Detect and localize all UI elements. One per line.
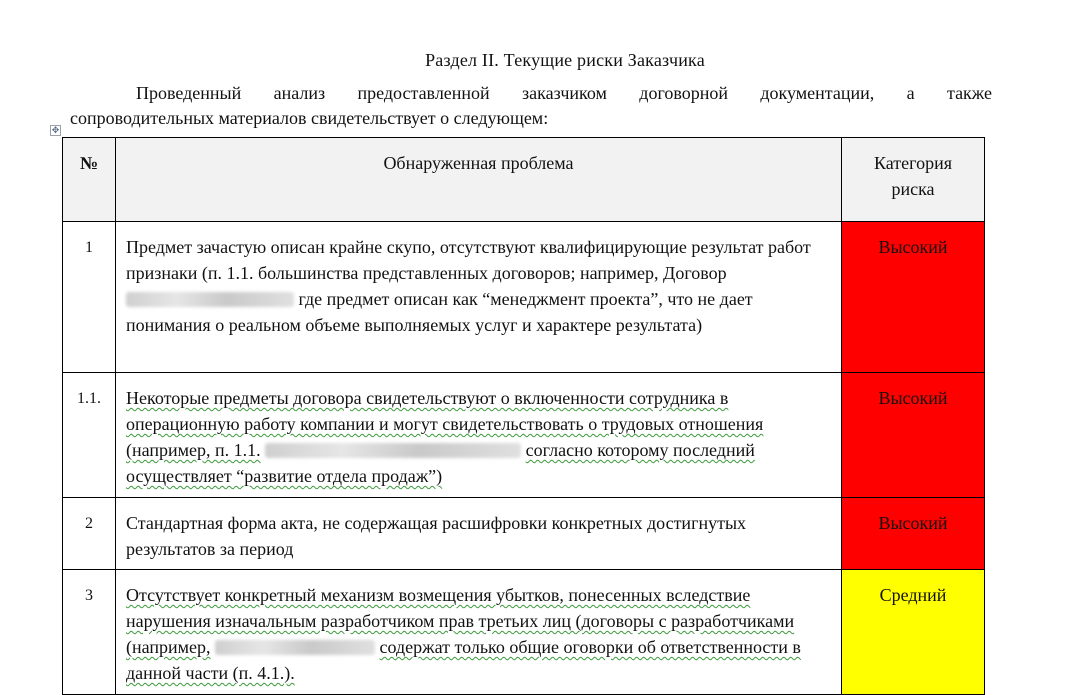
intro-line-1: Проведенный анализ предоставленной заказчиком договорной документации, а также bbox=[136, 83, 992, 103]
header-problem: Обнаруженная проблема bbox=[116, 138, 842, 222]
row-problem bbox=[116, 498, 842, 570]
risk-category-badge: Средний bbox=[842, 570, 985, 695]
table-row bbox=[63, 222, 985, 373]
row-problem-text: Некоторые предметы договора свидетельствуют о включенности сотрудника в операционную работу компании и могут свидетельствовать о трудовых отношения (например, п. 1.1. bbox=[126, 388, 764, 460]
row-number: 1 bbox=[63, 222, 116, 373]
row-number: 1.1. bbox=[63, 373, 116, 498]
row-problem-text-cont: где предмет описан как “менеджмент проекта”, что не дает понимания о реальном объеме выполняемых услуг и характере результата) bbox=[126, 289, 753, 335]
table-row bbox=[63, 373, 985, 498]
risks-table bbox=[62, 137, 985, 695]
risk-category-badge: Высокий bbox=[842, 222, 985, 373]
risk-category-badge: Высокий bbox=[842, 498, 985, 570]
header-number: № bbox=[63, 138, 116, 222]
row-problem-text: Предмет зачастую описан крайне скупо, отсутствуют квалифицирующие результат работ признаки (п. 1.1. большинства представленных договоров; например, Договор bbox=[126, 237, 811, 283]
table-row bbox=[63, 498, 985, 570]
header-category bbox=[842, 138, 985, 222]
row-problem bbox=[116, 373, 842, 498]
row-number: 2 bbox=[63, 498, 116, 570]
redacted-name bbox=[265, 443, 521, 458]
table-header-row bbox=[63, 138, 985, 222]
intro-line-2: сопроводительных материалов свидетельствует о следующем: bbox=[70, 108, 549, 128]
row-problem bbox=[116, 222, 842, 373]
row-problem-text: Стандартная форма акта, не содержащая расшифровки конкретных достигнутых результатов за период bbox=[126, 513, 747, 559]
header-category-line2: риска bbox=[891, 179, 935, 199]
table-row bbox=[63, 570, 985, 695]
header-category-line1: Категория bbox=[874, 153, 952, 173]
table-move-handle-icon[interactable]: ✥ bbox=[51, 125, 60, 135]
risk-category-badge: Высокий bbox=[842, 373, 985, 498]
row-problem bbox=[116, 570, 842, 695]
row-number: 3 bbox=[63, 570, 116, 695]
row-problem-text: Отсутствует конкретный механизм возмещения убытков, понесенных вследствие нарушения изначальным разработчиком прав третьих лиц (договоры с разработчиками (например, bbox=[126, 585, 795, 657]
row-problem-text-cont: согласно которому последний осуществляет “развитие отдела продаж”) bbox=[126, 440, 755, 486]
section-title: Раздел II. Текущие риски Заказчика bbox=[425, 50, 705, 70]
row-problem-text-cont: содержат только общие оговорки об ответственности в данной части (п. 4.1.). bbox=[126, 637, 801, 683]
redacted-name bbox=[215, 640, 375, 655]
intro-paragraph bbox=[70, 81, 992, 131]
redacted-name bbox=[126, 292, 294, 307]
